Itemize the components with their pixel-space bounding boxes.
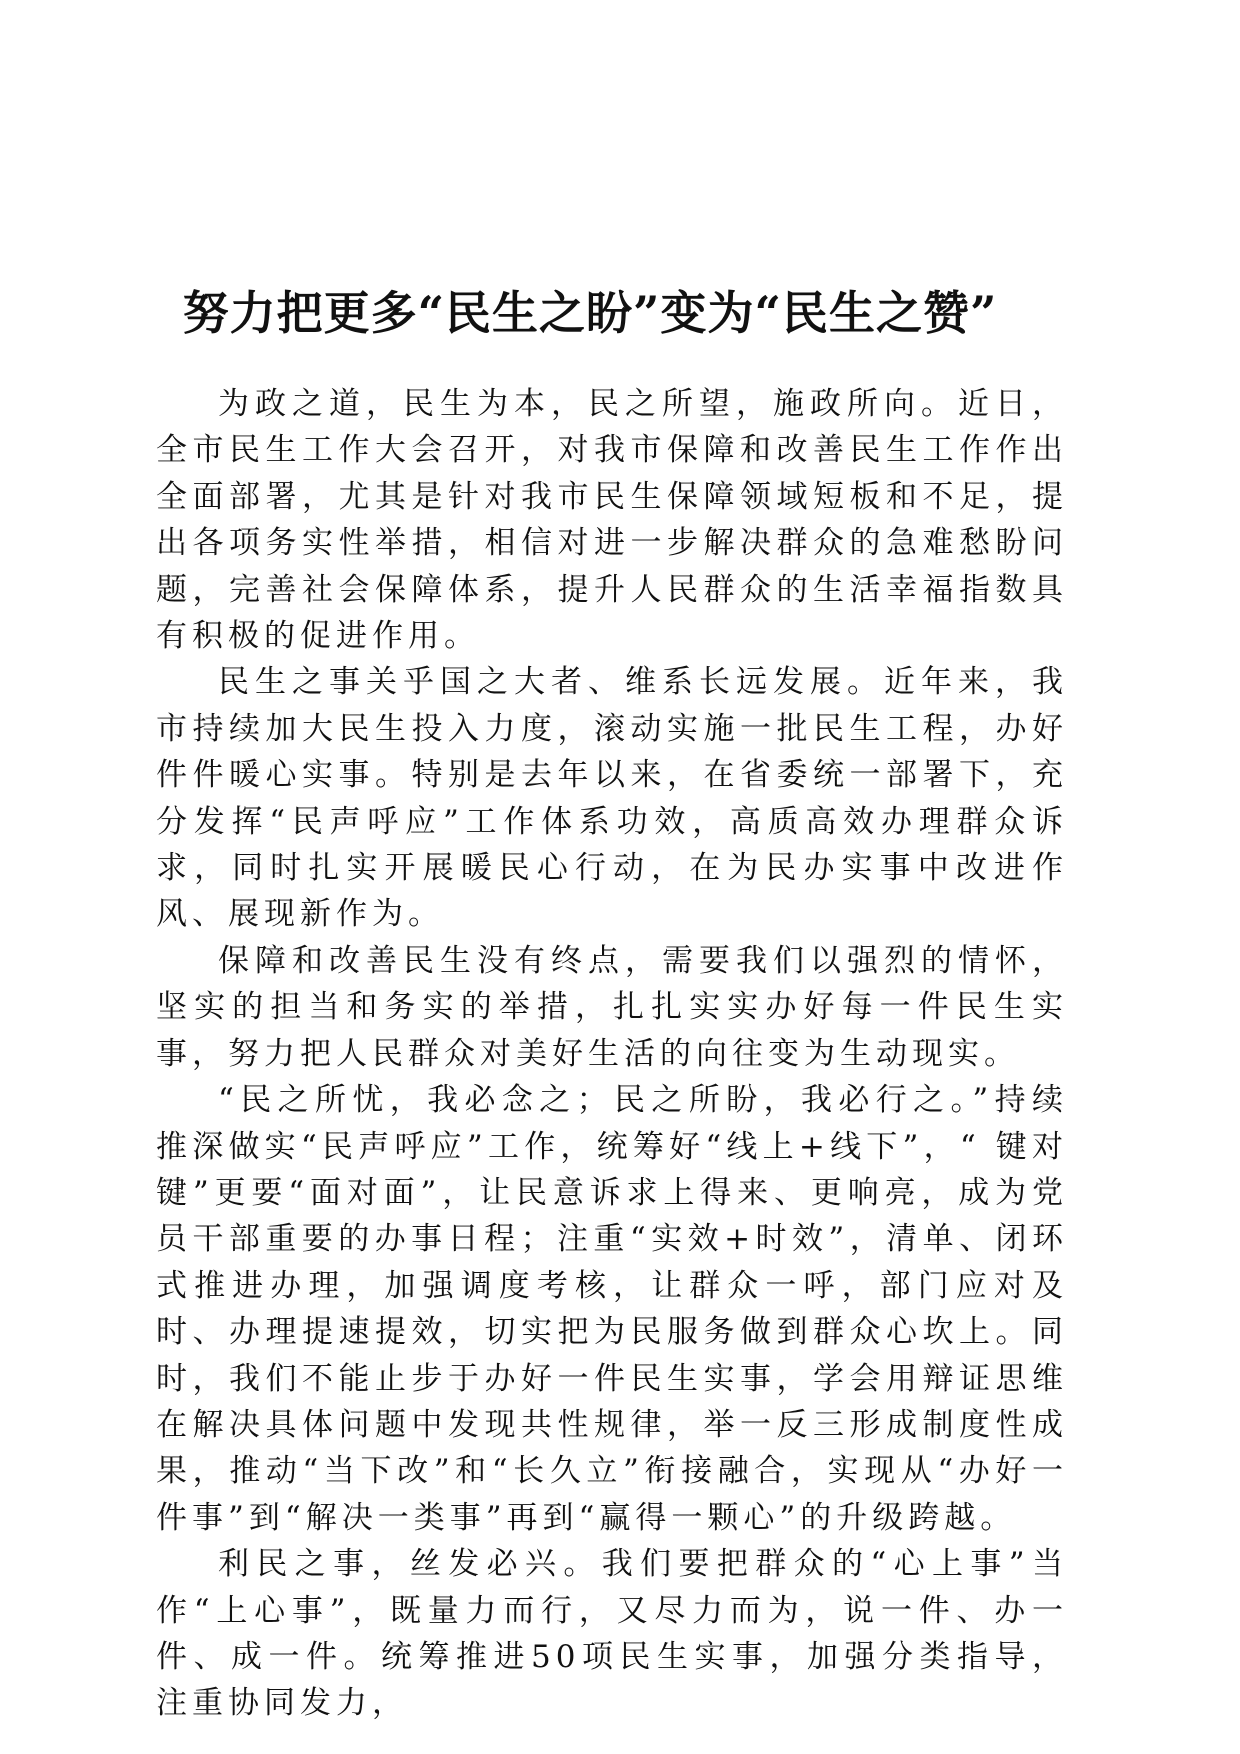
paragraph-5: 利民之事，丝发必兴。我们要把群众的“心上事”当作“上心事”，既量力而行，又尽力而为，说一件、办一件、成一件。统筹推进50项民生实事，加强分类指导，注重协同发力， <box>156 1546 1068 1722</box>
document-body <box>156 381 1068 1727</box>
document-title: 努力把更多“民生之盼”变为“民生之赞” <box>182 285 998 340</box>
paragraph-2: 民生之事关乎国之大者、维系长远发展。近年来，我市持续加大民生投入力度，滚动实施一批民生工程，办好件件暖心实事。特别是去年以来，在省委统一部署下，充分发挥“民声呼应”工作体系功效，高质高效办理群众诉求，同时扎实开展暖民心行动，在为民办实事中改进作风、展现新作为。 <box>156 664 1068 933</box>
paragraph-1: 为政之道，民生为本，民之所望，施政所向。近日，全市民生工作大会召开，对我市保障和改善民生工作作出全面部署，尤其是针对我市民生保障领域短板和不足，提出各项务实性举措，相信对进一步解决群众的急难愁盼问题，完善社会保障体系，提升人民群众的生活幸福指数具有积极的促进作用。 <box>156 386 1068 655</box>
paragraph-3: 保障和改善民生没有终点，需要我们以强烈的情怀，坚实的担当和务实的举措，扎扎实实办好每一件民生实事，努力把人民群众对美好生活的向往变为生动现实。 <box>156 942 1068 1072</box>
paragraph-4: “民之所忧，我必念之；民之所盼，我必行之。”持续推深做实“民声呼应”工作，统筹好“线上+线下”，“ 键对键”更要“面对面”，让民意诉求上得来、更响亮，成为党员干部重要的办事日程；注重“实效+时效”，清单、闭环式推进办理，加强调度考核，让群众一呼，部门应对及时、办理提速提效，切实把为民服务做到群众心坎上。同时，我们不能止步于办好一件民生实事，学会用辩证思维在解决具体问题中发现共性规律，举一反三形成制度性成果，推动“当下改”和“长久立”衔接融合，实现从“办好一件事”到“解决一类事”再到“赢得一颗心”的升级跨越。 <box>156 1082 1068 1536</box>
